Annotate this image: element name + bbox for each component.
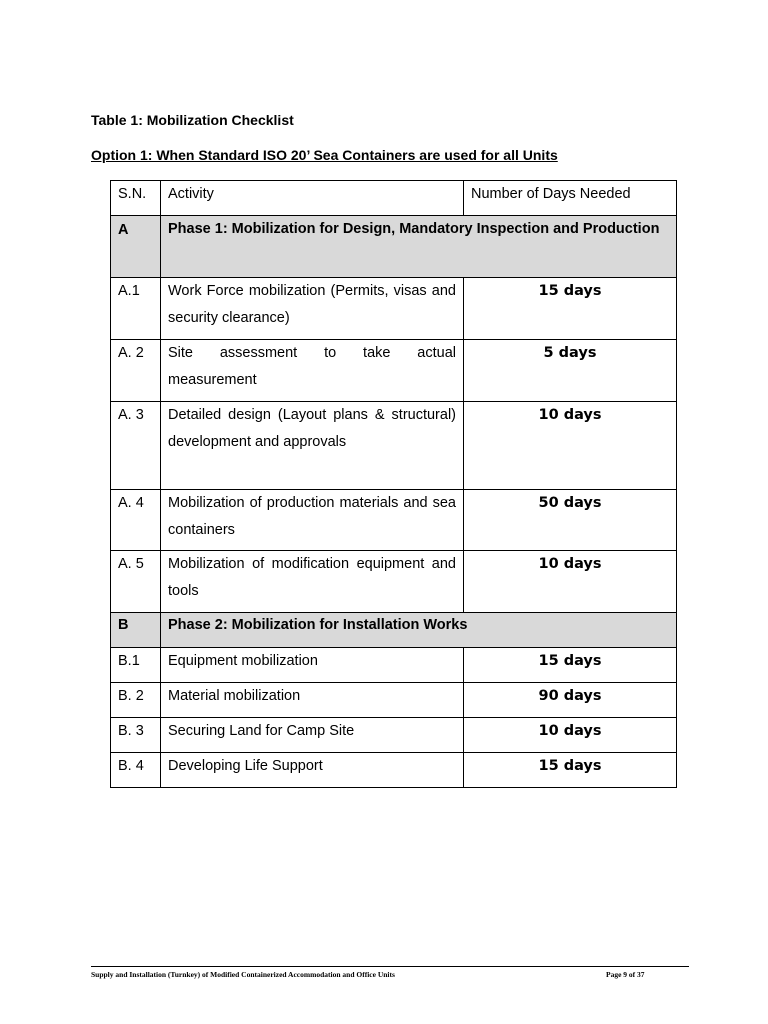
row-activity: Developing Life Support [161,753,464,788]
table-row [111,718,677,753]
header-days: Number of Days Needed [464,181,677,216]
mobilization-checklist-table [110,180,677,788]
table-row [111,648,677,683]
table-row [111,402,677,490]
footer-page-number: Page 9 of 37 [606,970,645,979]
row-days: 10 days [464,402,677,490]
table-row [111,278,677,340]
phase-row-b [111,613,677,648]
row-activity: Mobilization of modification equipment and tools [161,551,464,613]
row-activity: Work Force mobilization (Permits, visas and security clearance) [161,278,464,340]
row-activity: Mobilization of production materials and sea containers [161,490,464,551]
row-days: 90 days [464,683,677,718]
row-sn: B.1 [111,648,161,683]
table-row [111,490,677,551]
row-activity: Securing Land for Camp Site [161,718,464,753]
option-title: Option 1: When Standard ISO 20’ Sea Containers are used for all Units [91,147,558,163]
row-days: 50 days [464,490,677,551]
phase-a-sn: A [111,216,161,278]
row-days: 15 days [464,648,677,683]
row-sn: B. 3 [111,718,161,753]
phase-row-a [111,216,677,278]
row-activity: Equipment mobilization [161,648,464,683]
row-sn: A.1 [111,278,161,340]
table-header-row [111,181,677,216]
table-row [111,551,677,613]
row-days: 15 days [464,753,677,788]
header-sn: S.N. [111,181,161,216]
header-activity: Activity [161,181,464,216]
row-activity: Material mobilization [161,683,464,718]
phase-a-label: Phase 1: Mobilization for Design, Mandatory Inspection and Production [161,216,677,278]
row-days: 10 days [464,551,677,613]
row-days: 5 days [464,340,677,402]
row-sn: B. 4 [111,753,161,788]
footer-document-title: Supply and Installation (Turnkey) of Modified Containerized Accommodation and Office Units [91,970,395,979]
table-row [111,753,677,788]
footer-divider [91,966,689,967]
row-days: 15 days [464,278,677,340]
table-row [111,340,677,402]
table-row [111,683,677,718]
row-sn: A. 4 [111,490,161,551]
row-activity: Detailed design (Layout plans & structural) development and approvals [161,402,464,490]
phase-b-sn: B [111,613,161,648]
row-sn: B. 2 [111,683,161,718]
row-days: 10 days [464,718,677,753]
row-sn: A. 2 [111,340,161,402]
row-sn: A. 5 [111,551,161,613]
phase-b-label: Phase 2: Mobilization for Installation Works [161,613,677,648]
table-title: Table 1: Mobilization Checklist [91,112,294,128]
row-sn: A. 3 [111,402,161,490]
row-activity: Site assessment to take actual measurement [161,340,464,402]
